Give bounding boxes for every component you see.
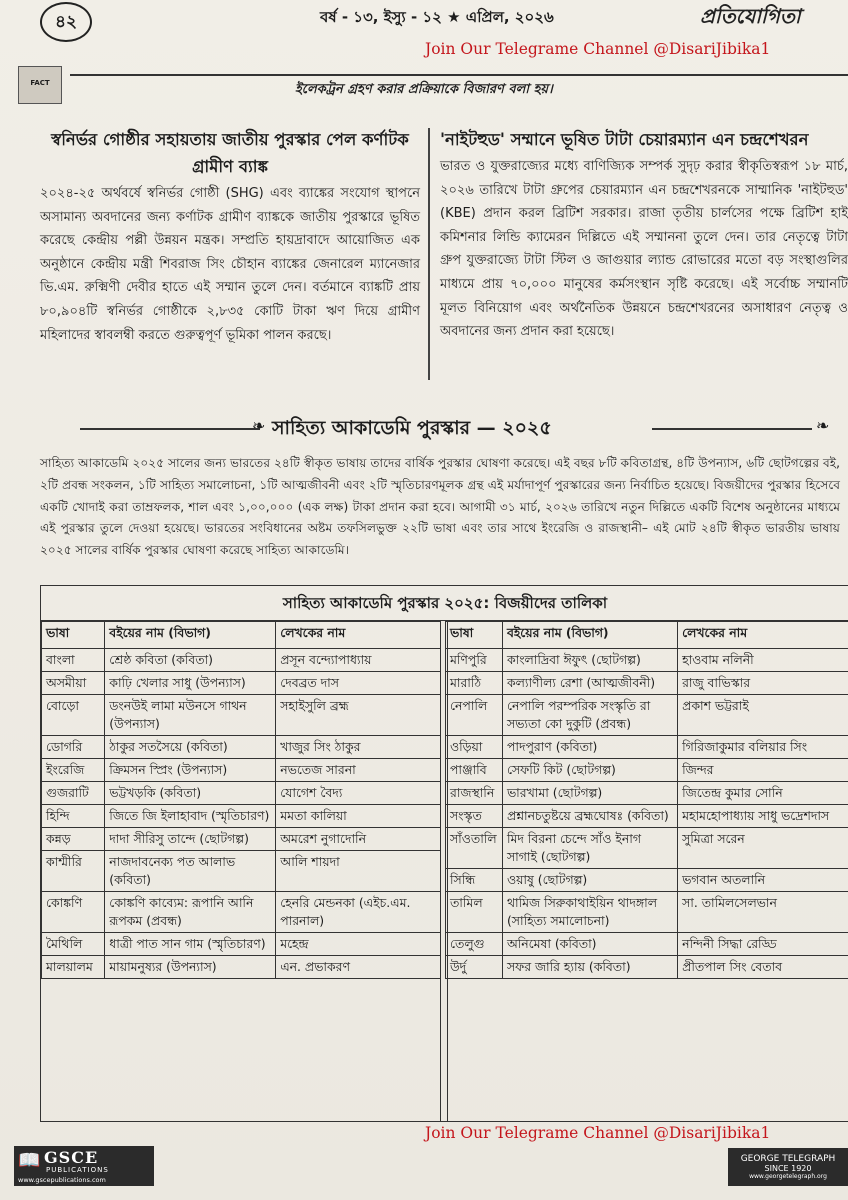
cell-language: কোঙ্কণি [42,892,105,933]
right-article [440,126,848,344]
cell-book: ডংনউই লামা মউনসে গাথন (উপন্যাস) [105,695,276,736]
cell-book: মিদ বিরনা চেন্দে সাঁও ইনাগ সাগাই (ছোটগল্প) [502,828,677,869]
cell-language: কাশ্মীরি [42,851,105,892]
cell-language: তামিল [446,892,503,933]
cell-language: সংস্কৃত [446,805,503,828]
cell-book: কোঙ্কণি কাব্যেম: রূপানি আনি রূপকম (প্রবন্ধ) [105,892,276,933]
cell-book: নাজদাবনেক্য পত আলাভ (কবিতা) [105,851,276,892]
table-row [446,672,848,695]
table-row [42,649,445,672]
cell-author: ভগবান অতলানি [678,869,848,892]
cell-author: আলি শায়দা [276,851,445,892]
table-row [42,851,445,892]
section-paragraph: সাহিত্য আকাডেমি ২০২৫ সালের জন্য ভারতের ২৪টি স্বীকৃত ভাষায় তাদের বার্ষিক পুরস্কার ঘোষণা করেছে। এই বছর ৮টি কবিতাগ্রন্থ, ৪টি উপন্যাস, ৬টি ছোটগল্পের বই, ২টি প্রবন্ধ সংকলন, ১টি সাহিত্য সমালোচনা, ১টি আত্মজীবনী এবং ২টি স্মৃতিচারণমূলক গ্রন্থ এই মর্যাদাপূর্ণ পুরস্কারের জন্য নির্বাচিত হয়েছে। বিজয়ীদের পুরস্কার হিসেবে একটি খোদাই করা তাম্রফলক, শাল এবং ১,০০,০০০ (এক লক্ষ) টাকা প্রদান করা হবে। আগামী ৩১ মার্চ, ২০২৬ তারিখে নতুন দিল্লিতে একটি বিশেষ অনুষ্ঠানের মাধ্যমে এই পুরস্কার তুলে দেওয়া হয়েছে। ভারতের সংবিধানের অষ্টম তফসিলভুক্ত ২২টি ভাষা এবং তার সাথে ইংরেজি ও রাজস্থানী– এই মোট ২৪টি স্বীকৃত ভারতীয় ভাষায় ২০২৫ সালের বার্ষিক পুরস্কার ঘোষণা করেছে সাহিত্য আকাডেমি। [40,456,840,558]
telegram-watermark-bottom: Join Our Telegrame Channel @DisariJibika1 [425,1124,771,1142]
cell-language: উর্দু [446,956,503,979]
right-article-body: ভারত ও যুক্তরাজ্যের মধ্যে বাণিজ্যিক সম্পর্ক সুদৃঢ় করার স্বীকৃতিস্বরূপ ১৮ মার্চ, ২০২৬ তারিখে টাটা গ্রুপের চেয়ারম্যান এন চন্দ্রশেখরনকে সাম্মানিক 'নাইটহুড' (KBE) প্রদান করল ব্রিটিশ সরকার। রাজা তৃতীয় চার্লসের পক্ষে ব্রিটিশ হাই কমিশনার লিন্ডি ক্যামেরন দিল্লিতে এই সম্মাননা তুলে দেন। তার নেতৃত্বে টাটা গ্রুপ যুক্তরাজ্যে টাটা স্টিল ও জাগুয়ার ল্যান্ড রোভারের মতো বড় সংস্থাগুলির মাধ্যমে প্রায় ৭০,০০০ মানুষের কর্মসংস্থান সৃষ্টি করেছে। এই সর্বোচ্চ সম্মানটি মূলত বিনিয়োগ এবং অর্থনৈতিক উন্নয়নে চন্দ্রশেখরনের অসাধারণ নেতৃত্ব ও অবদানের জন্য প্রদান করা হয়েছে। [440,159,848,340]
table-right-half [445,621,848,979]
cell-language: অসমীয়া [42,672,105,695]
cell-language: হিন্দি [42,805,105,828]
section-title: সাহিত্য আকাডেমি পুরস্কার — ২০২৫ [272,417,552,439]
section-header [40,408,848,448]
cell-book: জিতে জি ইলাহাবাদ (স্মৃতিচারণ) [105,805,276,828]
cell-language: নেপালি [446,695,503,736]
cell-language: গুজরাটি [42,782,105,805]
cell-book: নেপালি পরম্পরিক সংস্কৃতি রা সভ্যতা কো দুকুটি (প্রবন্ধ) [502,695,677,736]
cell-book: মায়ামনুষ্যর (উপন্যাস) [105,956,276,979]
cell-author: হেনরি মেন্ডনকা (এইচ.এম. পারনাল) [276,892,445,933]
cell-author: অমরেশ নুগাদোনি [276,828,445,851]
cell-book: সফর জারি হ্যায় (কবিতা) [502,956,677,979]
cell-author: প্রসূন বন্দ্যোপাধ্যায় [276,649,445,672]
table-row [42,782,445,805]
table-row [446,805,848,828]
cell-book: ওয়াষু (ছোটগল্প) [502,869,677,892]
table-left-half [41,621,445,979]
table-row [446,956,848,979]
cell-book: পাদপুরাণ (কবিতা) [502,736,677,759]
cell-author: মমতা কালিয়া [276,805,445,828]
table-row [446,933,848,956]
gsce-logo-subtitle: PUBLICATIONS [46,1166,109,1174]
header-language: ভাষা [446,622,503,649]
header-author: লেখকের নাম [678,622,848,649]
cell-author: জিন্দর [678,759,848,782]
cell-book: কল্যাণীল্য রেশা (আত্মজীবনী) [502,672,677,695]
cell-language: ইংরেজি [42,759,105,782]
table-row [446,759,848,782]
cell-author: দেবব্রত দাস [276,672,445,695]
gsce-logo-text: GSCE [44,1148,99,1167]
cell-book: প্রশ্নানচতুষ্টয়ে ব্রহ্মঘোষঃ (কবিতা) [502,805,677,828]
cell-language: ওড়িয়া [446,736,503,759]
table-row [42,695,445,736]
cell-author: সহাইসুলি ব্রহ্ম [276,695,445,736]
right-article-title: 'নাইটহুড' সম্মানে ভূষিত টাটা চেয়ারম্যান এন চন্দ্রশেখরন [440,130,809,149]
header-rule [70,74,848,76]
table-row [446,782,848,805]
cell-language: তেলুগু [446,933,503,956]
winners-table [40,585,848,1122]
cell-language: মালয়ালম [42,956,105,979]
cell-book: ঠাকুর সতসৈয়ে (কবিতা) [105,736,276,759]
left-article-body: ২০২৪-২৫ অর্থবর্ষে স্বনির্ভর গোষ্ঠী (SHG) এবং ব্যাঙ্কের সংযোগ স্থাপনে অসামান্য অবদানের জন্য কর্ণাটক গ্রামীণ ব্যাঙ্ককে জাতীয় পুরস্কারে ভূষিত করেছে কেন্দ্রীয় পল্লী উন্নয়ন মন্ত্রক। সম্প্রতি হায়দ্রাবাদে আয়োজিত এক অনুষ্ঠানে কেন্দ্রীয় মন্ত্রী শিবরাজ সিং চৌহান ব্যাঙ্কের জেনারেল ম্যানেজার ভি.এম. রুক্মিণী দেবীর হাতে এই সম্মান তুলে দেন। বর্তমানে ব্যাঙ্কটি প্রায় ৮০,৯০৪টি স্বনির্ভর গোষ্ঠীকে ২,৮৩৫ কোটি টাকা ঋণ দিয়ে গ্রামীণ মহিলাদের স্বাবলম্বী করতে গুরুত্বপূর্ণ ভূমিকা পালন করছে। [40,186,420,343]
section-rule-right [652,428,812,430]
cell-language: সিন্ধি [446,869,503,892]
table-row [42,956,445,979]
cell-author: মহেন্দ্র [276,933,445,956]
cell-language: মণিপুরি [446,649,503,672]
cell-book: অনিমেষা (কবিতা) [502,933,677,956]
table-header-row [446,622,848,649]
table-row [446,695,848,736]
cell-book: দাদা সীরিসু তান্দে (ছোটগল্প) [105,828,276,851]
table-row [42,736,445,759]
table-row [446,649,848,672]
table-row [446,736,848,759]
cell-author: গিরিজাকুমার বলিয়ার সিং [678,736,848,759]
table-title: সাহিত্য আকাডেমি পুরস্কার ২০২৫: বিজয়ীদের তালিকা [41,586,848,621]
ornament-right-icon: ❧ [816,416,830,435]
table-row [42,759,445,782]
cell-author: এন. প্রভাকরণ [276,956,445,979]
cell-book: ক্রিমসন স্প্রিং (উপন্যাস) [105,759,276,782]
cell-author: প্রকাশ ভট্টরাই [678,695,848,736]
cell-author: রাজু বাভিস্কার [678,672,848,695]
left-article-title: স্বনির্ভর গোষ্ঠীর সহায়তায় জাতীয় পুরস্কার পেল কর্ণাটক গ্রামীণ ব্যাঙ্ক [51,130,409,176]
cell-language: মৈথিলি [42,933,105,956]
telegram-watermark-top: Join Our Telegrame Channel @DisariJibika1 [425,40,771,58]
cell-book: ভারখামা (ছোটগল্প) [502,782,677,805]
cell-language: মারাঠি [446,672,503,695]
cell-book: কাঢ়ি খেলার সাধু (উপন্যাস) [105,672,276,695]
section-rule-left [80,428,260,430]
gsce-url: www.gscepublications.com [18,1176,106,1184]
table-row [42,933,445,956]
header-book: বইয়ের নাম (বিভাগ) [502,622,677,649]
cell-author: নন্দিনী সিদ্ধা রেড্ডি [678,933,848,956]
column-divider [428,128,430,380]
george-telegraph-logo [728,1148,848,1186]
header-language: ভাষা [42,622,105,649]
issue-info: বর্ষ - ১৩, ইস্যু - ১২ ★ এপ্রিল, ২০২৬ [320,8,554,26]
cell-language: বোড়ো [42,695,105,736]
cell-language: কন্নড় [42,828,105,851]
fact-icon [18,66,62,104]
header-book: বইয়ের নাম (বিভাগ) [105,622,276,649]
george-logo-text: GEORGE TELEGRAPH [740,1154,836,1164]
magazine-brand: প্রতিযোগিতা [700,4,801,28]
ornament-left-icon: ❧ [252,416,266,435]
header-author: লেখকের নাম [276,622,445,649]
cell-book: শ্রেষ্ঠ কবিতা (কবিতা) [105,649,276,672]
cell-author: সা. তামিলসেলভান [678,892,848,933]
cell-book: সেফটি কিট (ছোটগল্প) [502,759,677,782]
table-row [42,828,445,851]
cell-author: খাজুর সিং ঠাকুর [276,736,445,759]
cell-language: পাঞ্জাবি [446,759,503,782]
cell-language: ডোগরি [42,736,105,759]
cell-author: হাওবাম নলিনী [678,649,848,672]
cell-author: মহামহোপাধ্যায় সাধু ভদ্রেশদাস [678,805,848,828]
table-row [446,828,848,869]
table-row [446,892,848,933]
cell-author: সুমিত্রা সরেন [678,828,848,869]
cell-language: সাঁওতালি [446,828,503,869]
book-icon: 📖 [18,1150,41,1171]
table-row [42,672,445,695]
cell-author: যোগেশ বৈদ্য [276,782,445,805]
fact-line: ইলেকট্রন গ্রহণ করার প্রক্রিয়াকে বিজারণ বলা হয়। [295,82,553,97]
table-row [446,869,848,892]
cell-book: ভট্টখড়কি (কবিতা) [105,782,276,805]
gsce-logo [14,1146,154,1186]
cell-book: ধাত্রী পাত সান গাম (স্মৃতিচারণ) [105,933,276,956]
george-url: www.georgetelegraph.org [749,1173,827,1180]
fact-icon-label: FACT [30,79,50,87]
cell-book: কাংলাদ্রিবা ঈফুৎ (ছোটগল্প) [502,649,677,672]
page-number: ৪২ [40,2,92,42]
cell-author: জিতেন্দ্র কুমার সোনি [678,782,848,805]
george-logo-subtitle: SINCE 1920 [764,1164,812,1173]
table-header-row [42,622,445,649]
cell-language: রাজস্থানি [446,782,503,805]
cell-author: নভতেজ সারনা [276,759,445,782]
cell-author: প্রীতপাল সিং বেতাব [678,956,848,979]
left-article [40,126,420,347]
table-row [42,892,445,933]
table-row [42,805,445,828]
cell-language: বাংলা [42,649,105,672]
cell-book: থামিজ সিরুকাথাইয়িন থাদঙ্গাল (সাহিত্য সমালোচনা) [502,892,677,933]
